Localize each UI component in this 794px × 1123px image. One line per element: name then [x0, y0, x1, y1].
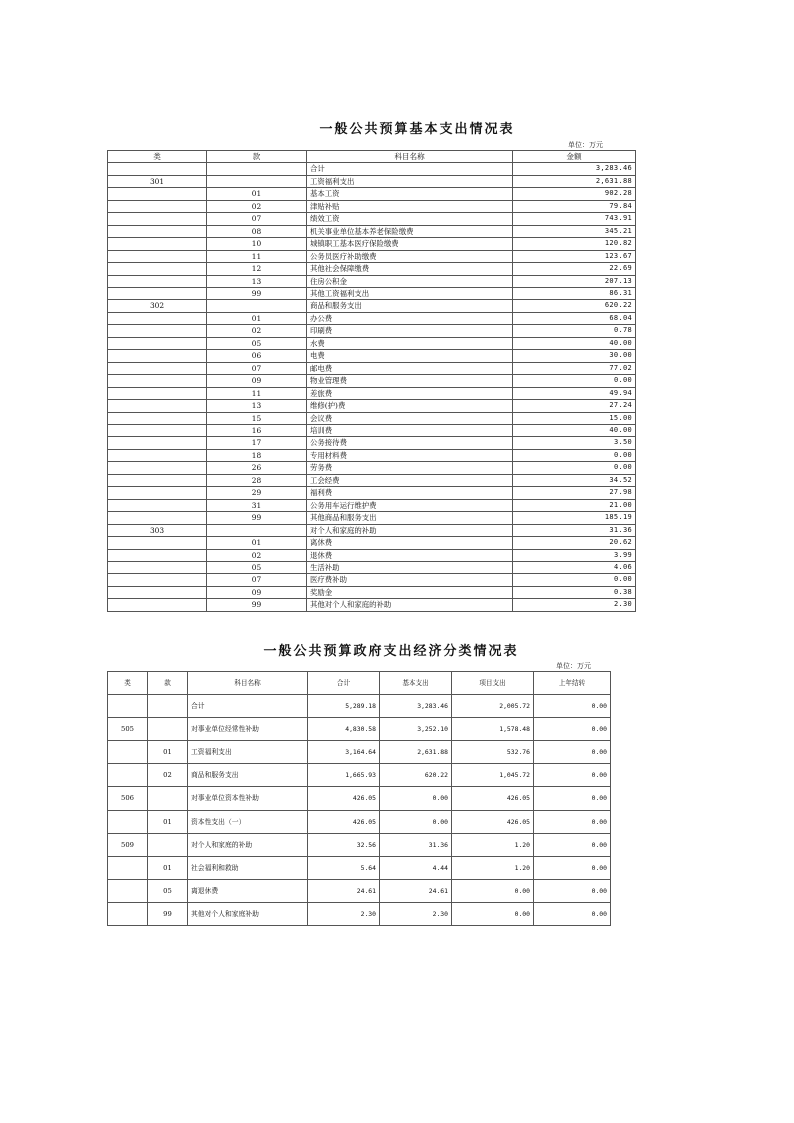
- cell-subject-name: 电费: [307, 350, 513, 362]
- cell-carryover: 0.00: [534, 764, 611, 787]
- cell-total: 32.56: [308, 833, 380, 856]
- cell-amount: 902.28: [513, 188, 636, 200]
- cell-kuan: 09: [207, 586, 307, 598]
- cell-kuan: 08: [207, 225, 307, 237]
- cell-amount: 120.82: [513, 238, 636, 250]
- cell-lei: [108, 856, 148, 879]
- cell-amount: 40.00: [513, 337, 636, 349]
- cell-subject-name: 办公费: [307, 312, 513, 324]
- table-row: [108, 400, 636, 412]
- header-project-expenditure: 项目支出: [452, 672, 534, 695]
- cell-basic-expenditure: 620.22: [380, 764, 452, 787]
- table-row: [108, 163, 636, 175]
- table-row: [108, 337, 636, 349]
- cell-kuan: 07: [207, 574, 307, 586]
- table-row: [108, 412, 636, 424]
- table-row: [108, 238, 636, 250]
- cell-subject-name: 印刷费: [307, 325, 513, 337]
- cell-kuan: 31: [207, 499, 307, 511]
- cell-lei: 509: [108, 833, 148, 856]
- cell-lei: [108, 163, 207, 175]
- cell-carryover: 0.00: [534, 856, 611, 879]
- cell-amount: 27.98: [513, 487, 636, 499]
- cell-kuan: 07: [207, 362, 307, 374]
- cell-amount: 0.38: [513, 586, 636, 598]
- cell-lei: [108, 695, 148, 718]
- table-row: [108, 586, 636, 598]
- cell-lei: [108, 549, 207, 561]
- basic-expenditure-table: [107, 150, 636, 612]
- table-row: [108, 263, 636, 275]
- cell-lei: [108, 312, 207, 324]
- table-row: [108, 764, 611, 787]
- table-row: [108, 574, 636, 586]
- cell-basic-expenditure: 31.36: [380, 833, 452, 856]
- cell-lei: [108, 350, 207, 362]
- cell-subject-name: 邮电费: [307, 362, 513, 374]
- cell-carryover: 0.00: [534, 695, 611, 718]
- cell-project-expenditure: 1.20: [452, 833, 534, 856]
- cell-lei: [108, 275, 207, 287]
- cell-kuan: 26: [207, 462, 307, 474]
- header-lei: 类: [108, 151, 207, 163]
- cell-subject-name: 商品和服务支出: [188, 764, 308, 787]
- cell-amount: 0.00: [513, 462, 636, 474]
- cell-amount: 123.67: [513, 250, 636, 262]
- cell-subject-name: 公务员医疗补助缴费: [307, 250, 513, 262]
- cell-kuan: 01: [207, 537, 307, 549]
- cell-subject-name: 其他工资福利支出: [307, 287, 513, 299]
- cell-total: 3,164.64: [308, 741, 380, 764]
- cell-lei: [108, 537, 207, 549]
- cell-amount: 345.21: [513, 225, 636, 237]
- header-lei: 类: [108, 672, 148, 695]
- cell-project-expenditure: 532.76: [452, 741, 534, 764]
- cell-lei: [108, 561, 207, 573]
- cell-project-expenditure: 0.00: [452, 902, 534, 925]
- table-row: [108, 537, 636, 549]
- table-row: [108, 810, 611, 833]
- cell-project-expenditure: 1,578.48: [452, 718, 534, 741]
- cell-lei: [108, 810, 148, 833]
- cell-kuan: [207, 524, 307, 536]
- cell-lei: [108, 462, 207, 474]
- cell-kuan: 02: [207, 325, 307, 337]
- cell-basic-expenditure: 3,283.46: [380, 695, 452, 718]
- cell-kuan: [148, 787, 188, 810]
- cell-subject-name: 专用材料费: [307, 449, 513, 461]
- cell-total: 426.05: [308, 787, 380, 810]
- cell-kuan: [148, 833, 188, 856]
- cell-kuan: [148, 695, 188, 718]
- cell-subject-name: 基本工资: [307, 188, 513, 200]
- cell-project-expenditure: 426.05: [452, 810, 534, 833]
- cell-total: 426.05: [308, 810, 380, 833]
- table-row: [108, 474, 636, 486]
- table-row: [108, 213, 636, 225]
- cell-subject-name: 物业管理费: [307, 375, 513, 387]
- cell-lei: [108, 449, 207, 461]
- cell-amount: 79.84: [513, 200, 636, 212]
- table-row: [108, 350, 636, 362]
- cell-total: 4,830.58: [308, 718, 380, 741]
- header-total: 合计: [308, 672, 380, 695]
- table-row: [108, 437, 636, 449]
- cell-total: 5.64: [308, 856, 380, 879]
- table-row: [108, 300, 636, 312]
- cell-subject-name: 公务用车运行维护费: [307, 499, 513, 511]
- cell-lei: [108, 362, 207, 374]
- cell-total: 5,289.18: [308, 695, 380, 718]
- header-kuan: 款: [148, 672, 188, 695]
- table-row: [108, 462, 636, 474]
- cell-subject-name: 公务接待费: [307, 437, 513, 449]
- cell-kuan: 07: [207, 213, 307, 225]
- cell-subject-name: 其他对个人和家庭的补助: [307, 599, 513, 611]
- cell-subject-name: 劳务费: [307, 462, 513, 474]
- cell-subject-name: 绩效工资: [307, 213, 513, 225]
- cell-subject-name: 社会福利和救助: [188, 856, 308, 879]
- cell-lei: 505: [108, 718, 148, 741]
- cell-lei: [108, 487, 207, 499]
- cell-subject-name: 对事业单位经常性补助: [188, 718, 308, 741]
- table-row: [108, 188, 636, 200]
- cell-subject-name: 工资福利支出: [307, 175, 513, 187]
- cell-subject-name: 差旅费: [307, 387, 513, 399]
- cell-lei: [108, 424, 207, 436]
- cell-basic-expenditure: 0.00: [380, 810, 452, 833]
- table-row: [108, 695, 611, 718]
- table-row: [108, 856, 611, 879]
- cell-subject-name: 培训费: [307, 424, 513, 436]
- cell-amount: 31.36: [513, 524, 636, 536]
- cell-subject-name: 医疗费补助: [307, 574, 513, 586]
- cell-basic-expenditure: 2,631.88: [380, 741, 452, 764]
- cell-subject-name: 水费: [307, 337, 513, 349]
- cell-kuan: 02: [148, 764, 188, 787]
- cell-kuan: 02: [207, 200, 307, 212]
- table-row: [108, 512, 636, 524]
- cell-subject-name: 维修(护)费: [307, 400, 513, 412]
- cell-subject-name: 会议费: [307, 412, 513, 424]
- cell-kuan: 01: [148, 856, 188, 879]
- cell-lei: [108, 238, 207, 250]
- cell-kuan: 28: [207, 474, 307, 486]
- cell-lei: [108, 474, 207, 486]
- cell-carryover: 0.00: [534, 902, 611, 925]
- cell-amount: 21.00: [513, 499, 636, 511]
- cell-amount: 30.00: [513, 350, 636, 362]
- cell-subject-name: 对个人和家庭的补助: [188, 833, 308, 856]
- cell-lei: [108, 188, 207, 200]
- cell-total: 2.30: [308, 902, 380, 925]
- cell-basic-expenditure: 3,252.10: [380, 718, 452, 741]
- cell-lei: [108, 213, 207, 225]
- cell-amount: 207.13: [513, 275, 636, 287]
- cell-subject-name: 城镇职工基本医疗保险缴费: [307, 238, 513, 250]
- cell-lei: [108, 387, 207, 399]
- cell-lei: [108, 287, 207, 299]
- cell-subject-name: 机关事业单位基本养老保险缴费: [307, 225, 513, 237]
- cell-project-expenditure: 2,005.72: [452, 695, 534, 718]
- cell-subject-name: 津贴补贴: [307, 200, 513, 212]
- cell-subject-name: 工会经费: [307, 474, 513, 486]
- cell-amount: 86.31: [513, 287, 636, 299]
- cell-kuan: 06: [207, 350, 307, 362]
- table-row: [108, 879, 611, 902]
- table-row: [108, 449, 636, 461]
- table-row: [108, 902, 611, 925]
- table-row: [108, 275, 636, 287]
- cell-basic-expenditure: 24.61: [380, 879, 452, 902]
- table-row: [108, 362, 636, 374]
- cell-kuan: 17: [207, 437, 307, 449]
- cell-amount: 0.00: [513, 375, 636, 387]
- table-row: [108, 741, 611, 764]
- table-header-row: [108, 151, 636, 163]
- table-row: [108, 200, 636, 212]
- cell-kuan: 11: [207, 387, 307, 399]
- cell-amount: 3.99: [513, 549, 636, 561]
- cell-carryover: 0.00: [534, 741, 611, 764]
- cell-total: 24.61: [308, 879, 380, 902]
- table1-title: 一般公共预算基本支出情况表: [319, 122, 515, 137]
- cell-lei: [108, 412, 207, 424]
- cell-subject-name: 合计: [188, 695, 308, 718]
- cell-total: 1,665.93: [308, 764, 380, 787]
- cell-amount: 2.30: [513, 599, 636, 611]
- table-row: [108, 487, 636, 499]
- table-row: [108, 787, 611, 810]
- cell-kuan: 01: [148, 810, 188, 833]
- table-row: [108, 561, 636, 573]
- cell-lei: [108, 337, 207, 349]
- header-subject-name: 科目名称: [188, 672, 308, 695]
- header-basic-expenditure: 基本支出: [380, 672, 452, 695]
- cell-amount: 185.19: [513, 512, 636, 524]
- table-row: [108, 225, 636, 237]
- cell-amount: 34.52: [513, 474, 636, 486]
- cell-kuan: 99: [207, 512, 307, 524]
- table-row: [108, 833, 611, 856]
- cell-subject-name: 合计: [307, 163, 513, 175]
- cell-amount: 20.62: [513, 537, 636, 549]
- cell-lei: [108, 250, 207, 262]
- cell-kuan: [148, 718, 188, 741]
- cell-lei: [108, 741, 148, 764]
- cell-lei: [108, 375, 207, 387]
- cell-subject-name: 其他社会保障缴费: [307, 263, 513, 275]
- cell-kuan: [207, 300, 307, 312]
- cell-lei: 301: [108, 175, 207, 187]
- cell-kuan: 05: [207, 337, 307, 349]
- table1-unit-label: 单位：万元: [568, 141, 603, 149]
- table-row: [108, 250, 636, 262]
- cell-amount: 3,283.46: [513, 163, 636, 175]
- cell-carryover: 0.00: [534, 833, 611, 856]
- table2-title: 一般公共预算政府支出经济分类情况表: [263, 644, 519, 659]
- cell-amount: 0.78: [513, 325, 636, 337]
- table-row: [108, 549, 636, 561]
- cell-project-expenditure: 0.00: [452, 879, 534, 902]
- cell-basic-expenditure: 0.00: [380, 787, 452, 810]
- cell-subject-name: 对事业单位资本性补助: [188, 787, 308, 810]
- cell-subject-name: 对个人和家庭的补助: [307, 524, 513, 536]
- cell-kuan: 99: [148, 902, 188, 925]
- table-row: [108, 175, 636, 187]
- cell-kuan: 99: [207, 287, 307, 299]
- cell-kuan: 01: [207, 312, 307, 324]
- table-row: [108, 375, 636, 387]
- cell-lei: [108, 200, 207, 212]
- cell-kuan: [207, 175, 307, 187]
- cell-subject-name: 其他对个人和家庭补助: [188, 902, 308, 925]
- cell-amount: 77.02: [513, 362, 636, 374]
- cell-kuan: 01: [207, 188, 307, 200]
- cell-amount: 4.06: [513, 561, 636, 573]
- cell-kuan: 13: [207, 275, 307, 287]
- table-header-row: [108, 672, 611, 695]
- cell-kuan: 16: [207, 424, 307, 436]
- cell-subject-name: 退休费: [307, 549, 513, 561]
- cell-amount: 22.69: [513, 263, 636, 275]
- cell-kuan: 15: [207, 412, 307, 424]
- cell-lei: 302: [108, 300, 207, 312]
- cell-lei: [108, 512, 207, 524]
- cell-kuan: 02: [207, 549, 307, 561]
- cell-lei: [108, 225, 207, 237]
- cell-kuan: 18: [207, 449, 307, 461]
- cell-lei: [108, 764, 148, 787]
- table-row: [108, 599, 636, 611]
- cell-carryover: 0.00: [534, 810, 611, 833]
- cell-kuan: 10: [207, 238, 307, 250]
- cell-lei: [108, 586, 207, 598]
- cell-subject-name: 商品和服务支出: [307, 300, 513, 312]
- cell-subject-name: 福利费: [307, 487, 513, 499]
- table-row: [108, 424, 636, 436]
- cell-lei: 303: [108, 524, 207, 536]
- cell-kuan: 99: [207, 599, 307, 611]
- table-row: [108, 718, 611, 741]
- cell-lei: [108, 400, 207, 412]
- cell-carryover: 0.00: [534, 787, 611, 810]
- cell-lei: [108, 599, 207, 611]
- cell-lei: [108, 437, 207, 449]
- cell-project-expenditure: 1.20: [452, 856, 534, 879]
- cell-subject-name: 工资福利支出: [188, 741, 308, 764]
- cell-project-expenditure: 1,045.72: [452, 764, 534, 787]
- cell-kuan: 13: [207, 400, 307, 412]
- cell-carryover: 0.00: [534, 879, 611, 902]
- cell-amount: 40.00: [513, 424, 636, 436]
- cell-amount: 49.94: [513, 387, 636, 399]
- cell-subject-name: 其他商品和服务支出: [307, 512, 513, 524]
- cell-basic-expenditure: 4.44: [380, 856, 452, 879]
- header-kuan: 款: [207, 151, 307, 163]
- header-carryover: 上年结转: [534, 672, 611, 695]
- cell-subject-name: 奖励金: [307, 586, 513, 598]
- cell-amount: 27.24: [513, 400, 636, 412]
- cell-lei: [108, 499, 207, 511]
- cell-project-expenditure: 426.05: [452, 787, 534, 810]
- header-amount: 金额: [513, 151, 636, 163]
- table-row: [108, 287, 636, 299]
- table2-unit-label: 单位：万元: [556, 662, 591, 670]
- cell-amount: 2,631.88: [513, 175, 636, 187]
- cell-lei: [108, 902, 148, 925]
- cell-subject-name: 离休费: [307, 537, 513, 549]
- table-row: [108, 312, 636, 324]
- economic-classification-table: [107, 671, 611, 926]
- cell-amount: 15.00: [513, 412, 636, 424]
- cell-lei: [108, 574, 207, 586]
- cell-kuan: 09: [207, 375, 307, 387]
- cell-subject-name: 离退休费: [188, 879, 308, 902]
- cell-amount: 3.50: [513, 437, 636, 449]
- cell-lei: [108, 263, 207, 275]
- cell-amount: 743.91: [513, 213, 636, 225]
- cell-amount: 620.22: [513, 300, 636, 312]
- cell-lei: 506: [108, 787, 148, 810]
- cell-basic-expenditure: 2.30: [380, 902, 452, 925]
- table-row: [108, 325, 636, 337]
- table-row: [108, 387, 636, 399]
- cell-amount: 68.04: [513, 312, 636, 324]
- cell-amount: 0.00: [513, 574, 636, 586]
- cell-subject-name: 资本性支出（一）: [188, 810, 308, 833]
- cell-subject-name: 住房公积金: [307, 275, 513, 287]
- cell-lei: [108, 325, 207, 337]
- cell-subject-name: 生活补助: [307, 561, 513, 573]
- table-row: [108, 499, 636, 511]
- cell-carryover: 0.00: [534, 718, 611, 741]
- cell-kuan: 12: [207, 263, 307, 275]
- table-row: [108, 524, 636, 536]
- cell-kuan: 11: [207, 250, 307, 262]
- cell-lei: [108, 879, 148, 902]
- cell-kuan: 29: [207, 487, 307, 499]
- cell-kuan: 05: [207, 561, 307, 573]
- cell-kuan: 05: [148, 879, 188, 902]
- cell-kuan: 01: [148, 741, 188, 764]
- cell-amount: 0.00: [513, 449, 636, 461]
- header-subject-name: 科目名称: [307, 151, 513, 163]
- cell-kuan: [207, 163, 307, 175]
